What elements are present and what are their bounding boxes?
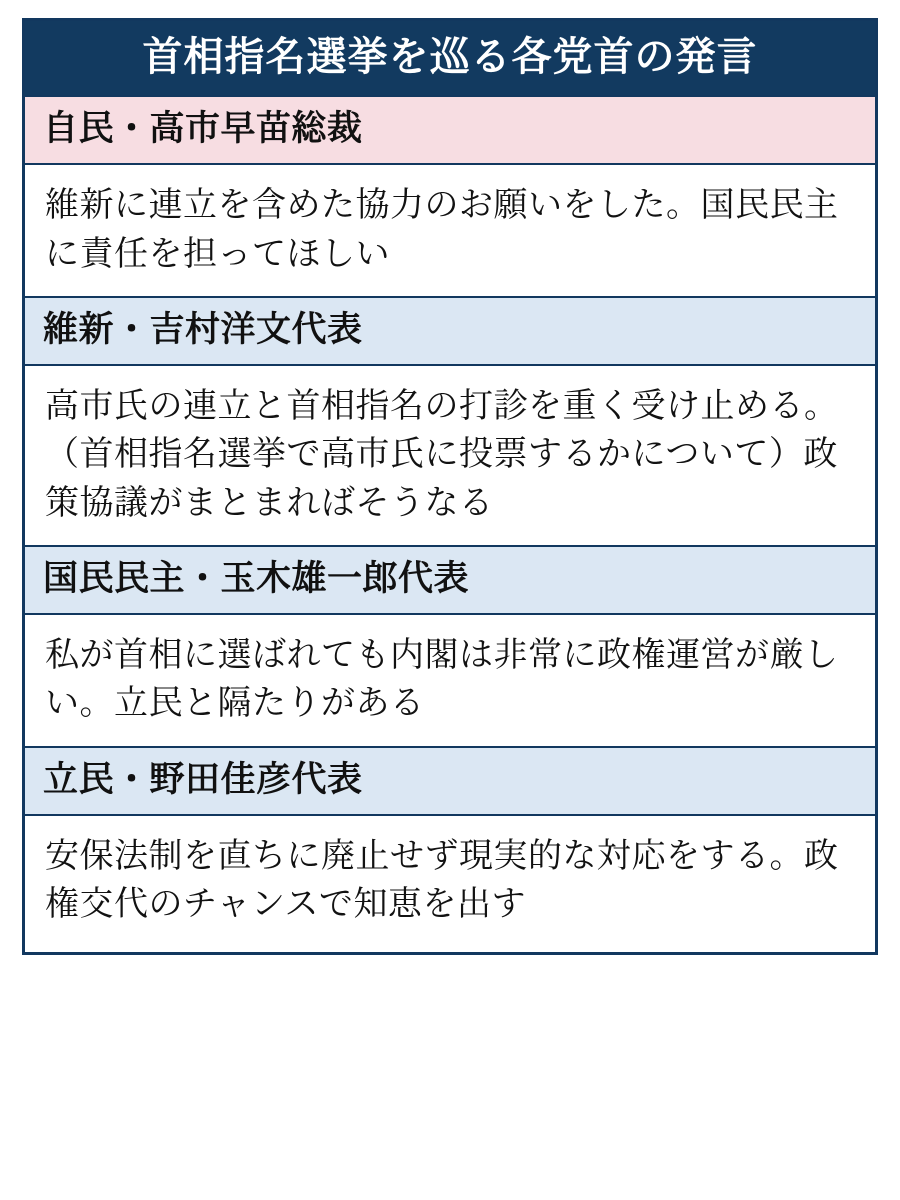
statement-block bbox=[25, 545, 875, 746]
statement-block bbox=[25, 746, 875, 953]
speaker-name-dpfp: 国民民主・玉木雄一郎代表 bbox=[25, 545, 875, 615]
statement-text-ishin: 高市氏の連立と首相指名の打診を重く受け止める。（首相指名選挙で高市氏に投票するかについて）政策協議がまとまればそうなる bbox=[45, 387, 839, 522]
statements-table bbox=[22, 18, 878, 955]
statement-text-cdp: 安保法制を直ちに廃止せず現実的な対応をする。政権交代のチャンスで知恵を出す bbox=[45, 836, 839, 924]
speaker-name-ldp: 自民・高市早苗総裁 bbox=[25, 95, 875, 165]
statement-block bbox=[25, 95, 875, 296]
statement-block bbox=[25, 296, 875, 545]
statement-text-ldp: 維新に連立を含めた協力のお願いをした。国民民主に責任を担ってほしい bbox=[45, 186, 839, 273]
speaker-name-cdp: 立民・野田佳彦代表 bbox=[25, 746, 875, 816]
page-title: 首相指名選挙を巡る各党首の発言 bbox=[25, 21, 875, 95]
statement-text-dpfp: 私が首相に選ばれても内閣は非常に政権運営が厳しい。立民と隔たりがある bbox=[45, 636, 839, 723]
speaker-name-ishin: 維新・吉村洋文代表 bbox=[25, 296, 875, 366]
